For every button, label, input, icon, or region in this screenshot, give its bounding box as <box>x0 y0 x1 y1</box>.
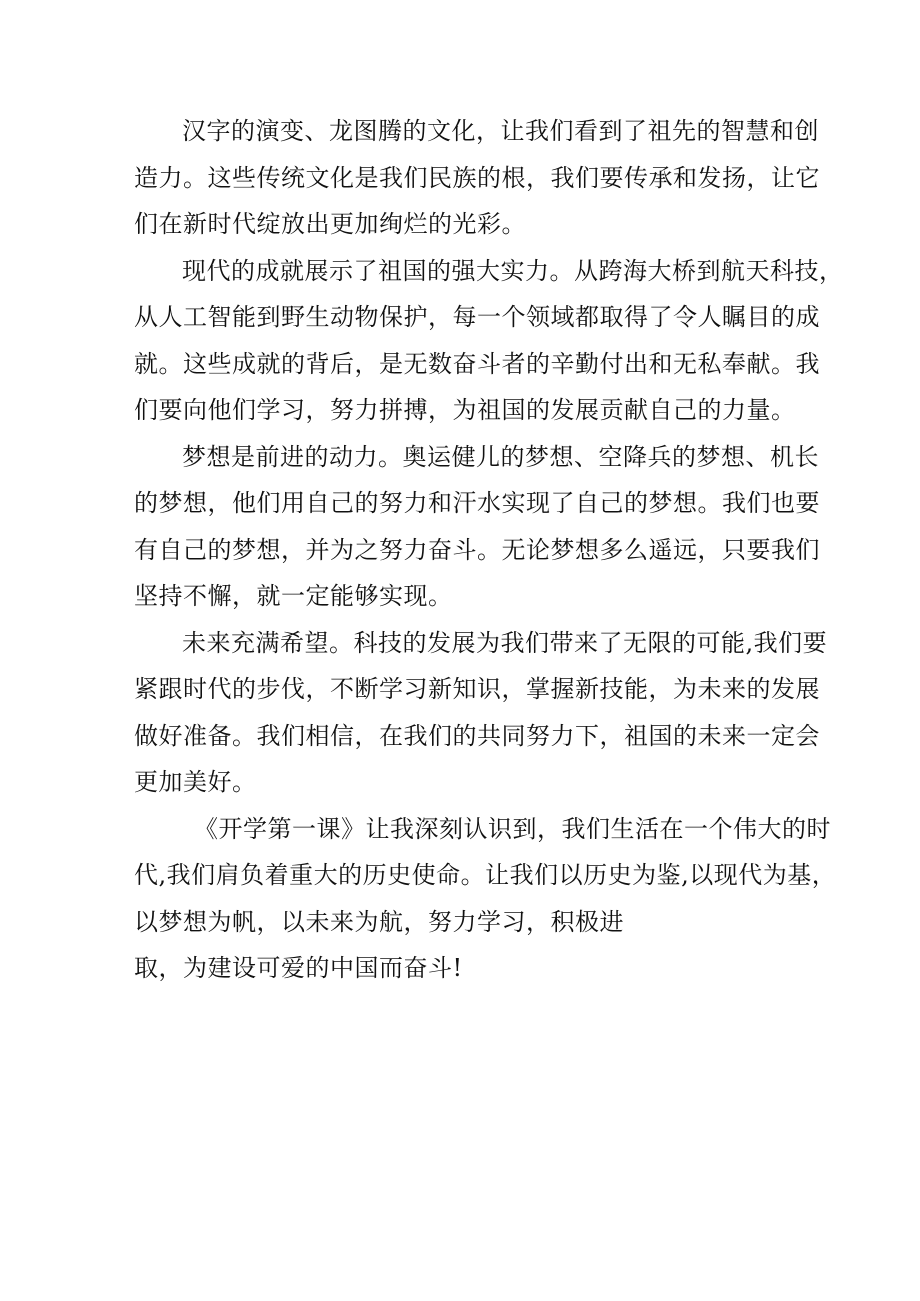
paragraph-4 <box>134 620 828 806</box>
text-line: 未来充满希望。科技的发展为我们带来了无限的可能,我们要 <box>182 628 828 657</box>
text-line: 紧跟时代的步伐，不断学习新知识，掌握新技能，为未来的发展 <box>134 675 820 703</box>
text-line: 坚持不懈，就一定能够实现。 <box>134 582 453 610</box>
text-line: 现代的成就展示了祖国的强大实力。从跨海大桥到航天科技， <box>182 256 844 285</box>
text-line: 《开学第一课》让我深刻认识到，我们生活在一个伟大的时 <box>194 814 831 843</box>
text-line: 的梦想，他们用自己的努力和汗水实现了自己的梦想。我们也要 <box>134 489 820 517</box>
text-line: 们在新时代绽放出更加绚烂的光彩。 <box>134 210 526 238</box>
text-line: 们要向他们学习，努力拼搏，为祖国的发展贡献自己的力量。 <box>134 396 796 424</box>
text-line: 更加美好。 <box>134 768 257 796</box>
text-line: 代,我们肩负着重大的历史使命。让我们以历史为鉴,以现代为基， <box>134 861 837 889</box>
text-line: 从人工智能到野生动物保护，每一个领域都取得了令人瞩目的成 <box>134 303 820 331</box>
paragraph-1 <box>134 108 820 248</box>
paragraph-5 <box>134 806 837 992</box>
text-line: 做好准备。我们相信，在我们的共同努力下，祖国的未来一定会 <box>134 721 820 750</box>
text-line: 汉字的演变、龙图腾的文化，让我们看到了祖先的智慧和创 <box>182 117 819 145</box>
text-line: 有自己的梦想，并为之努力奋斗。无论梦想多么遥远，只要我们 <box>134 535 820 564</box>
text-line: 取，为建设可爱的中国而奋斗! <box>134 954 463 982</box>
text-line: 造力。这些传统文化是我们民族的根，我们要传承和发扬，让它 <box>134 163 820 192</box>
paragraph-2 <box>134 248 844 434</box>
text-line: 梦想是前进的动力。奥运健儿的梦想、空降兵的梦想、机长 <box>182 442 819 471</box>
text-line: 以梦想为帆，以未来为航，努力学习，积极进 <box>134 907 624 936</box>
document-body <box>134 108 844 992</box>
text-line: 就。这些成就的背后，是无数奋斗者的辛勤付出和无私奉献。我 <box>134 349 820 378</box>
paragraph-3 <box>134 434 820 620</box>
